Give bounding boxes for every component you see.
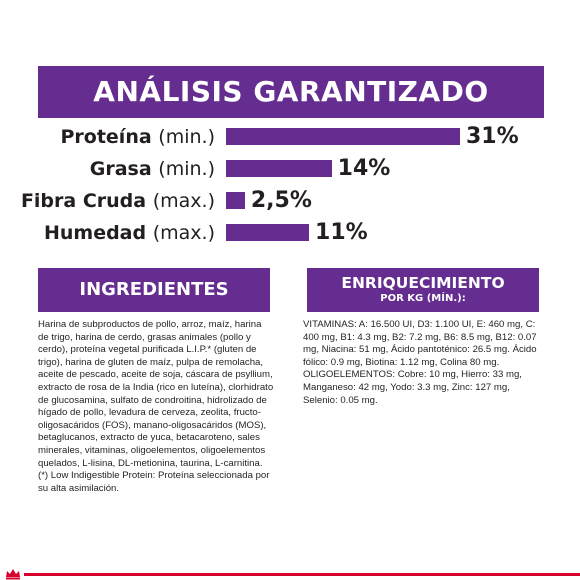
- nutrient-qualifier: (min.): [158, 126, 215, 148]
- analysis-row-fat: [0, 153, 580, 185]
- enrichment-subtitle: POR KG (MÍN.):: [380, 293, 466, 304]
- footer-rule: [0, 568, 580, 580]
- ingredients-body: Harina de subproductos de pollo, arroz, maíz, harina de trigo, harina de cerdo, grasas animales (pollo y cerdo), proteína vegetal purificada L.I.P.* (gluten de trigo), harina de gluten de maíz, pulpa de remolacha, aceite de pescado, aceite de soja, cáscara de psyllium, extracto de rosa de la India (rico en luteína), clorhidrato de glucosamina, sulfato de condroitina, hidrolizado de hígado de pollo, levadura de cerveza, zeolita, fructo-oligosacáridos (FOS), manano-oligosacáridos (MOS), betaglucanos, extracto de yuca, betacaroteno, sales minerales, vitaminas, oligoelementos, oligoelementos quelados, L-lisina, DL-metionina, taurina, L-carnitina.: [38, 319, 274, 469]
- nutrient-qualifier: (min.): [158, 158, 215, 180]
- trace-elements-text: OLIGOELEMENTOS: Cobre: 10 mg, Hierro: 33 mg, Manganeso: 42 mg, Yodo: 3.3 mg, Zinc: 127 mg, Selenio: 0.05 mg.: [303, 369, 522, 406]
- analysis-percent: 31%: [466, 124, 519, 149]
- analysis-title: ANÁLISIS GARANTIZADO: [38, 66, 544, 118]
- crown-logo-icon: [4, 568, 22, 580]
- analysis-label: [44, 217, 215, 249]
- ingredients-text: [38, 319, 274, 495]
- analysis-percent: 2,5%: [250, 188, 312, 213]
- vitamins-text: VITAMINAS: A: 16.500 UI, D3: 1.100 UI, E: 460 mg, C: 400 mg, B1: 4.3 mg, B2: 7.2 mg, B6: 8.5 mg, B12: 0.07 mg, Niacina: 51 mg, Ácido pantoténico: 26.5 mg. Ácido fólico: 0.9 mg, Biotina: 1.12 mg, Colina 80 mg.: [303, 319, 537, 368]
- ingredients-title: INGREDIENTES: [38, 268, 270, 312]
- analysis-label: [90, 153, 215, 185]
- analysis-bar: [226, 128, 460, 145]
- nutrient-qualifier: (max.): [152, 190, 215, 212]
- analysis-percent: 11%: [315, 220, 368, 245]
- analysis-bar: [226, 192, 245, 209]
- nutrient-name: Proteína: [60, 126, 152, 148]
- analysis-row-moisture: [0, 217, 580, 249]
- nutrient-qualifier: (max.): [152, 222, 215, 244]
- nutrient-name: Grasa: [89, 158, 152, 180]
- enrichment-title: ENRIQUECIMIENTO: [341, 274, 505, 292]
- analysis-percent: 14%: [337, 156, 391, 181]
- analysis-bar: [226, 160, 332, 177]
- analysis-label: [60, 121, 215, 153]
- footer-red-line: [24, 573, 580, 576]
- enrichment-header: [307, 268, 539, 312]
- nutrient-name: Humedad: [43, 222, 147, 244]
- analysis-label: [21, 185, 215, 217]
- analysis-row-protein: [0, 121, 580, 153]
- enrichment-text: [303, 319, 543, 407]
- nutrient-name: Fibra Cruda: [20, 190, 147, 212]
- ingredients-footnote: (*) Low Indigestible Protein: Proteína seleccionada por su alta asimilación.: [38, 470, 270, 494]
- analysis-row-fiber: [0, 185, 580, 217]
- analysis-bar: [226, 224, 309, 241]
